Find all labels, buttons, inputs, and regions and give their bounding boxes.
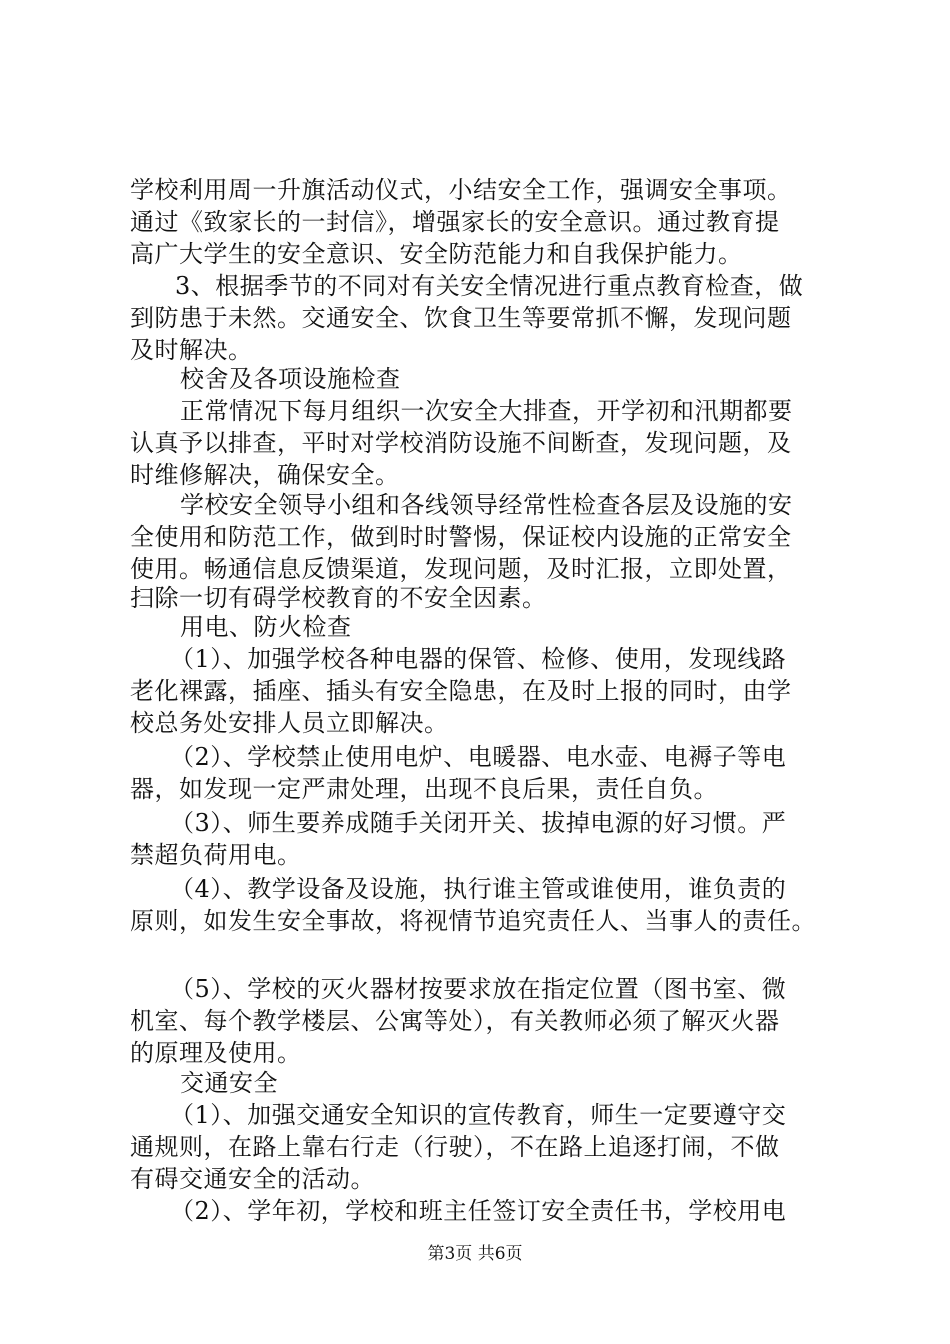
text-line: 禁超负荷用电。 [130,841,302,869]
text-line: 及时解决。 [130,336,253,364]
text-line: 时维修解决，确保安全。 [130,461,400,489]
text-line: 扫除一切有碍学校教育的不安全因素。 [130,584,547,612]
text-line: 使用。畅通信息反馈渠道，发现问题，及时汇报，立即处置， [130,555,792,583]
text-line: 正常情况下每月组织一次安全大排查，开学初和汛期都要 [180,397,793,425]
text-line: （2）、学校禁止使用电炉、电暖器、电水壶、电褥子等电 [170,743,787,771]
text-line: （1）、加强交通安全知识的宣传教育，师生一定要遵守交 [170,1101,787,1129]
text-line: 有碍交通安全的活动。 [130,1165,375,1193]
section-heading: 用电、防火检查 [180,613,352,641]
text-line: 老化裸露，插座、插头有安全隐患，在及时上报的同时，由学 [130,677,792,705]
section-heading: 校舍及各项设施检查 [180,365,401,393]
text-line: 机室、每个教学楼层、公寓等处），有关教师必须了解灭火器 [130,1007,780,1035]
text-line: 学校利用周一升旗活动仪式，小结安全工作，强调安全事项。 [130,176,792,204]
text-line: 原则，如发生安全事故，将视情节追究责任人、当事人的责任。 [130,907,816,935]
text-line: 全使用和防范工作，做到时时警惕，保证校内设施的正常安全 [130,523,792,551]
text-line: （1）、加强学校各种电器的保管、检修、使用，发现线路 [170,645,787,673]
text-line: 高广大学生的安全意识、安全防范能力和自我保护能力。 [130,240,743,268]
text-line: 器，如发现一定严肃处理，出现不良后果，责任自负。 [130,775,718,803]
text-line: 到防患于未然。交通安全、饮食卫生等要常抓不懈，发现问题 [130,304,792,332]
text-line: 认真予以排查，平时对学校消防设施不间断查，发现问题，及 [130,429,792,457]
text-line: （5）、学校的灭火器材按要求放在指定位置（图书室、微 [170,975,787,1003]
text-line: （3）、师生要养成随手关闭开关、拔掉电源的好习惯。严 [170,809,787,837]
text-line: 3、根据季节的不同对有关安全情况进行重点教育检查，做 [175,272,804,300]
text-line: 通规则，在路上靠右行走（行驶），不在路上追逐打闹，不做 [130,1133,780,1161]
section-heading: 交通安全 [180,1069,278,1097]
text-line: （2）、学年初，学校和班主任签订安全责任书，学校用电 [170,1197,787,1225]
text-line: 通过《致家长的一封信》，增强家长的安全意识。通过教育提 [130,208,780,236]
text-line: 学校安全领导小组和各线领导经常性检查各层及设施的安 [180,491,793,519]
text-line: 校总务处安排人员立即解决。 [130,709,449,737]
text-line: 的原理及使用。 [130,1039,302,1067]
page-number-footer: 第3页 共6页 [427,1244,523,1264]
text-line: （4）、教学设备及设施，执行谁主管或谁使用，谁负责的 [170,875,787,903]
